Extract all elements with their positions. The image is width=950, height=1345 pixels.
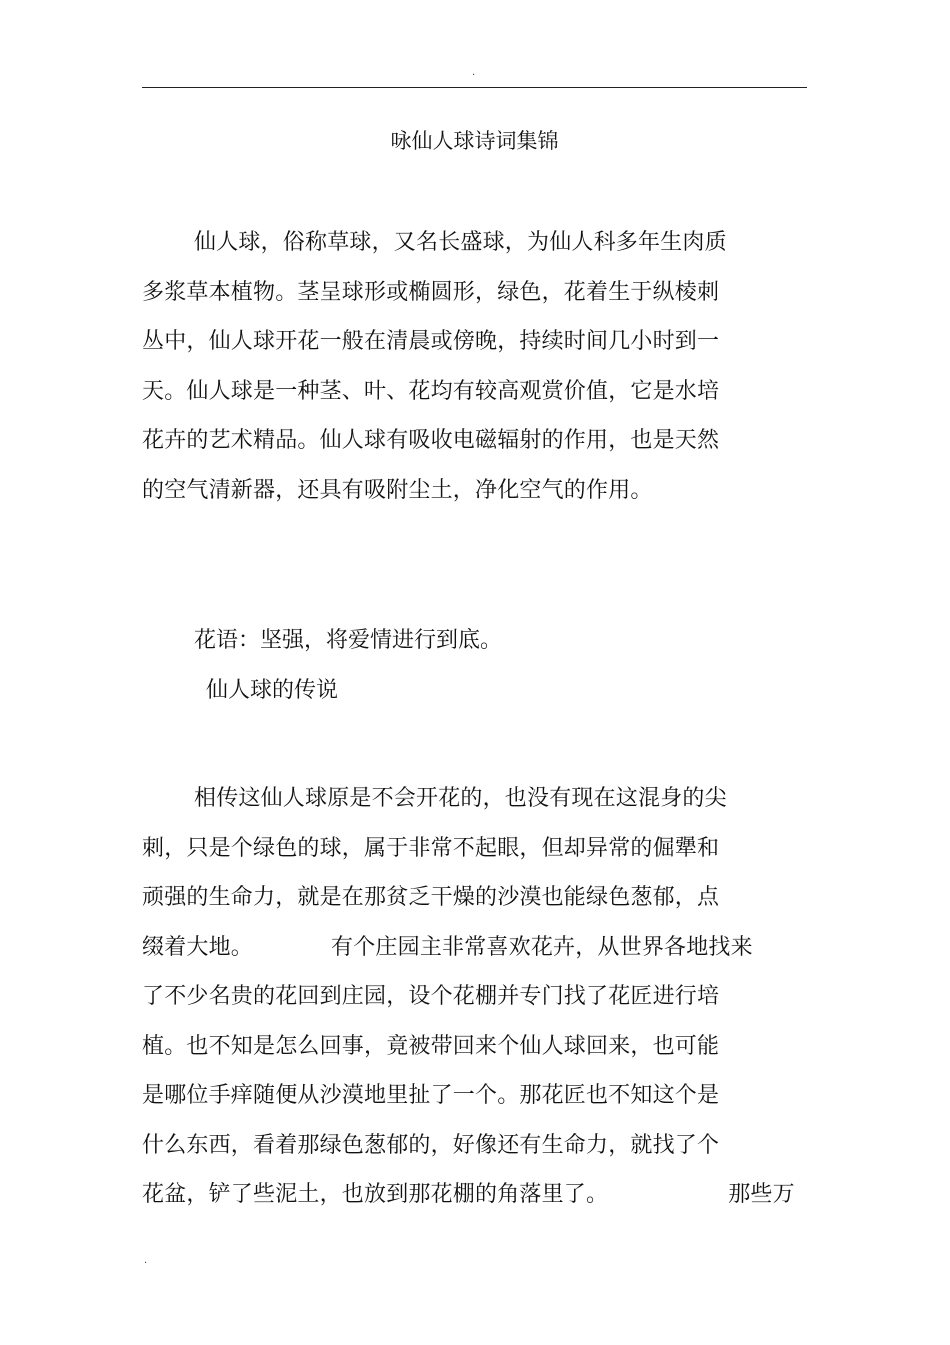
intro-line: 多浆草本植物。茎呈球形或椭圆形，绿色，花着生于纵棱刺: [142, 279, 720, 305]
legend-line: 花盆，铲了些泥土，也放到那花棚的角落里了。: [142, 1182, 609, 1207]
legend-line-with-gap: [142, 923, 753, 973]
legend-line: 那些万: [728, 1182, 795, 1207]
legend-line: 顽强的生命力，就是在那贫乏干燥的沙漠也能绿色葱郁，点: [142, 885, 720, 910]
legend-line: 是哪位手痒随便从沙漠地里扯了一个。那花匠也不知这个是: [142, 1083, 720, 1108]
legend-heading: 仙人球的传说: [206, 678, 339, 703]
legend-line: 相传这仙人球原是不会开花的，也没有现在这混身的尖: [194, 786, 727, 811]
legend-line: 了不少名贵的花回到庄园，设个花棚并专门找了花匠进行培: [142, 984, 720, 1009]
intro-line: 丛中，仙人球开花一般在清晨或傍晚，持续时间几小时到一: [142, 329, 720, 354]
legend-line: 有个庄园主非常喜欢花卉，从世界各地找来: [331, 934, 753, 960]
intro-paragraph: [142, 218, 742, 515]
footer-mark: .: [144, 1255, 148, 1266]
legend-paragraph: [142, 774, 795, 1220]
intro-line: 花卉的艺术精品。仙人球有吸收电磁辐射的作用，也是天然: [142, 428, 720, 453]
legend-line: 植。也不知是怎么回事，竟被带回来个仙人球回来，也可能: [142, 1033, 720, 1059]
intro-line: 仙人球，俗称草球，又名长盛球，为仙人科多年生肉质: [194, 230, 727, 255]
header-mark: .: [472, 67, 476, 78]
intro-line: 的空气清新器，还具有吸附尘土，净化空气的作用。: [142, 477, 653, 503]
legend-line-with-gap: [142, 1170, 795, 1220]
document-title: 咏仙人球诗词集锦: [390, 129, 559, 153]
legend-line: 缀着大地。: [142, 934, 254, 960]
legend-line: 刺，只是个绿色的球，属于非常不起眼，但却异常的倔犟和: [142, 835, 720, 861]
intro-line: 天。仙人球是一种茎、叶、花均有较高观赏价值，它是水培: [142, 378, 720, 404]
flower-language: 花语：坚强，将爱情进行到底。: [194, 628, 503, 653]
header-rule: [142, 87, 807, 88]
legend-line: 什么东西，看着那绿色葱郁的，好像还有生命力，就找了个: [142, 1132, 720, 1158]
